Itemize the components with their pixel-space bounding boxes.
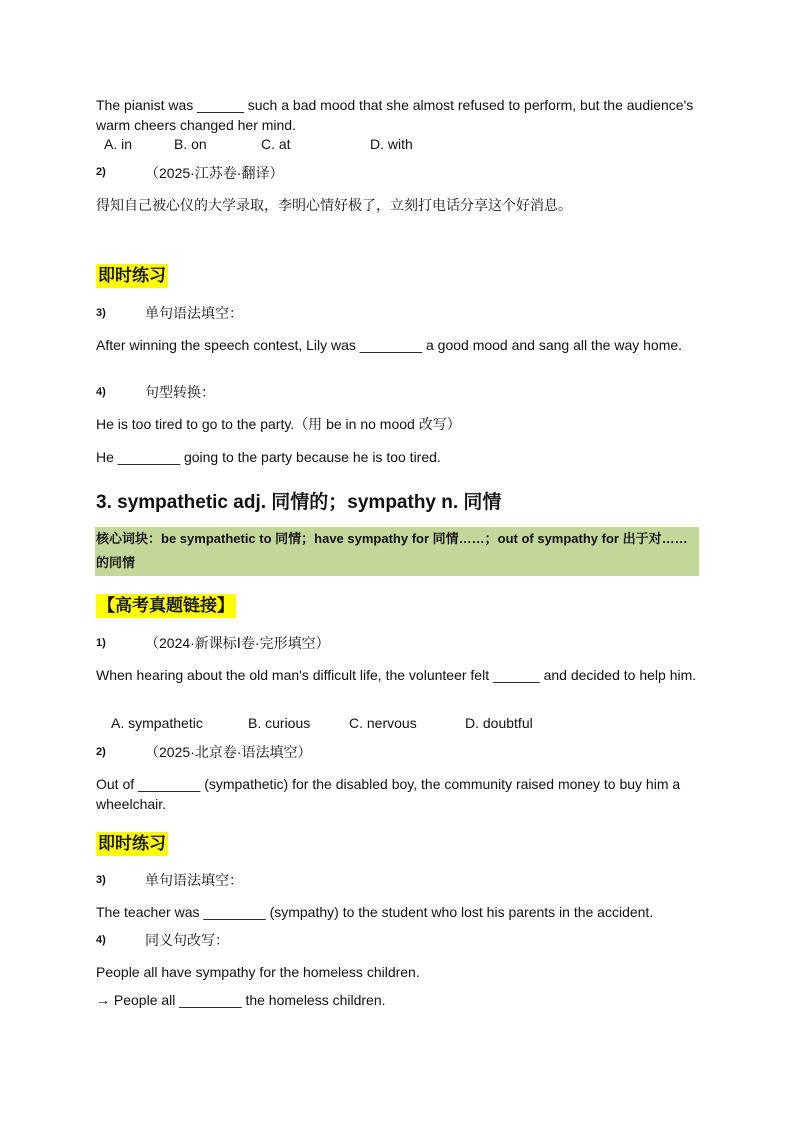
option-a: A. in <box>104 136 133 152</box>
option-a: A. sympathetic <box>111 715 203 731</box>
item-source: （2024·新课标Ⅰ卷·完形填空） <box>145 635 330 651</box>
item-number: 1) <box>96 637 106 649</box>
option-c: C. nervous <box>349 715 417 731</box>
practice-title: 即时练习 <box>96 832 168 856</box>
exercise-text: The teacher was ________ (sympathy) to the student who lost his parents in the accident. <box>96 904 654 920</box>
option-c: C. at <box>261 136 291 152</box>
option-b: B. on <box>174 136 207 152</box>
item-label: 单句语法填空： <box>145 305 243 321</box>
option-b: B. curious <box>248 715 311 731</box>
item-source: （2025·江苏卷·翻译） <box>145 165 284 181</box>
item-label: 同义句改写： <box>145 932 229 948</box>
item-number: 3) <box>96 307 106 319</box>
item-number: 3) <box>96 874 106 886</box>
exercise-text: He ________ going to the party because he is too tired. <box>96 449 441 465</box>
section-heading: 3. sympathetic adj. 同情的；sympathy n. 同情 <box>96 492 502 513</box>
exercise-text: People all have sympathy for the homeless children. <box>96 964 420 980</box>
exam-title: 【高考真题链接】 <box>96 594 236 618</box>
item-number: 2) <box>96 166 106 178</box>
item-label: 单句语法填空： <box>145 872 243 888</box>
exercise-text: He is too tired to go to the party.（用 be in no mood 改写） <box>96 416 461 432</box>
option-d: D. with <box>370 136 413 152</box>
option-d: D. doubtful <box>465 715 533 731</box>
core-phrases-box <box>95 527 699 576</box>
practice-title: 即时练习 <box>96 264 168 288</box>
core-text: be sympathetic to 同情；have sympathy for 同情……；out of sympathy for 出于对……的同情 <box>96 531 688 570</box>
exercise-text: → People all ________ the homeless children. <box>96 992 386 1008</box>
core-label: 核心词块： <box>96 531 162 546</box>
exercise-text: After winning the speech contest, Lily was ________ a good mood and sang all the way home. <box>96 337 683 353</box>
translation-sentence: 得知自己被心仪的大学录取，李明心情好极了，立刻打电话分享这个好消息。 <box>96 197 572 213</box>
item-source: （2025·北京卷·语法填空） <box>145 744 312 760</box>
question-text: The pianist was ______ such a bad mood that she almost refused to perform, but the audience's warm cheers changed her mind. <box>96 97 694 133</box>
item-number: 2) <box>96 746 106 758</box>
item-label: 句型转换： <box>145 384 215 400</box>
question-text: When hearing about the old man's difficult life, the volunteer felt ______ and decided to help him. <box>96 667 697 683</box>
question-text: Out of ________ (sympathetic) for the disabled boy, the community raised money to buy him a wheelchair. <box>96 776 681 812</box>
item-number: 4) <box>96 934 106 946</box>
item-number: 4) <box>96 386 106 398</box>
